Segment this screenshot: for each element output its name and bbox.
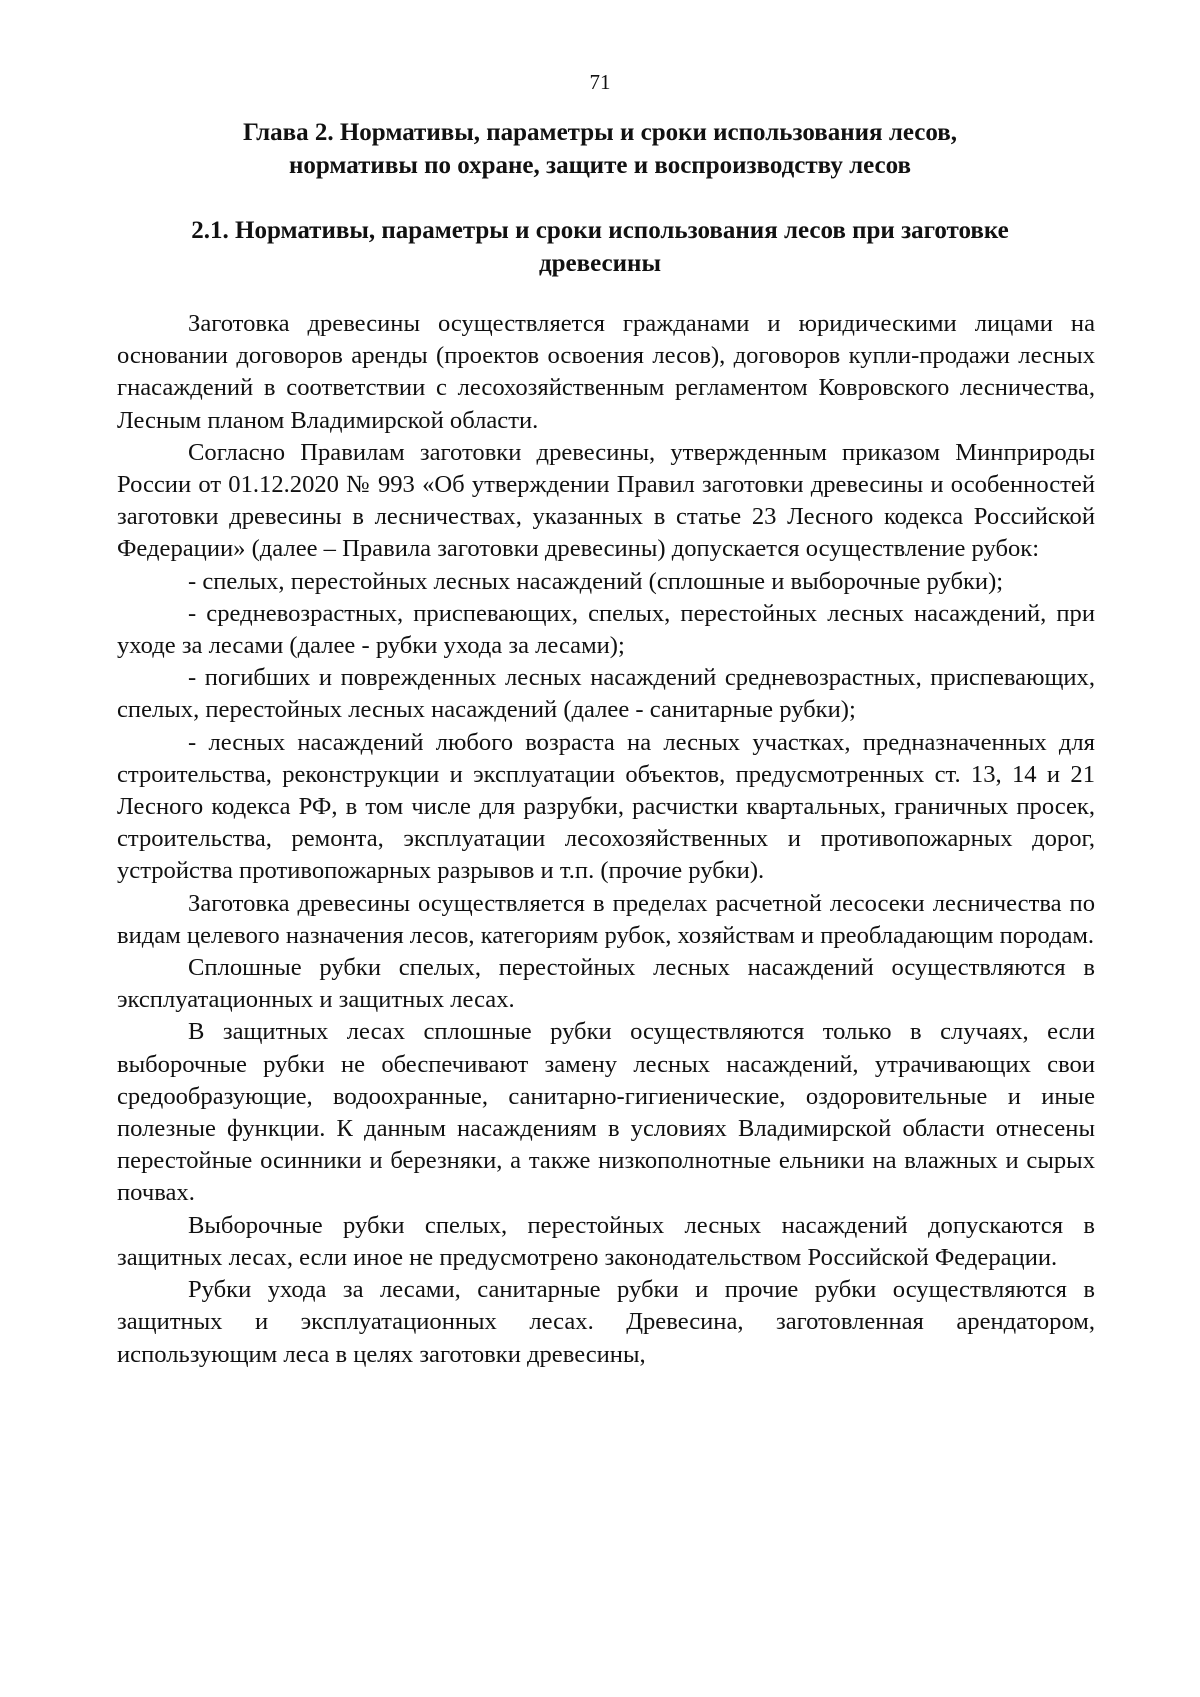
paragraph: Рубки ухода за лесами, санитарные рубки и прочие рубки осуществляются в защитных и эксплуатационных лесах. Древесина, заготовленная арендатором, использующим леса в целях заготовки древесины, — [117, 1276, 1095, 1368]
body-text — [117, 308, 1095, 1371]
chapter-title — [100, 116, 1100, 182]
list-item: - средневозрастных, приспевающих, спелых, перестойных лесных насаждений, при уходе за лесами (далее - рубки ухода за лесами); — [117, 599, 1095, 660]
section-title-line-1: 2.1. Нормативы, параметры и сроки использования лесов при заготовке — [191, 217, 1009, 244]
section-title — [100, 214, 1100, 280]
paragraph: В защитных лесах сплошные рубки осуществляются только в случаях, если выборочные рубки не обеспечивают замену лесных насаждений, утрачивающих свои средообразующие, водоохранные, санитарно-гигиенические, оздоровительные и иные полезные функции. К данным насаждениям в условиях Владимирской области отнесены перестойные осинники и березняки, а также низкополнотные ельники на влажных и сырых почвах. — [117, 1018, 1095, 1207]
paragraph: Заготовка древесины осуществляется в пределах расчетной лесосеки лесничества по видам целевого назначения лесов, категориям рубок, хозяйствам и преобладающим породам. — [117, 889, 1095, 949]
chapter-title-line-2: нормативы по охране, защите и воспроизводству лесов — [289, 152, 911, 179]
chapter-title-line-1: Глава 2. Нормативы, параметры и сроки использования лесов, — [243, 119, 957, 146]
paragraph: Согласно Правилам заготовки древесины, утвержденным приказом Минприроды России от 01.12.2020 № 993 «Об утверждении Правил заготовки древесины и особенностей заготовки древесины в лесничествах, указанных в статье 23 Лесного кодекса Российской Федерации» (далее – Правила заготовки древесины) допускается осуществление рубок: — [117, 438, 1095, 563]
paragraph: Заготовка древесины осуществляется гражданами и юридическими лицами на основании договоров аренды (проектов освоения лесов), договоров купли-продажи лесных гнасаждений в соответствии с лесохозяйственным регламентом Ковровского лесничества, Лесным планом Владимирской области. — [117, 310, 1095, 434]
paragraph: Выборочные рубки спелых, перестойных лесных насаждений допускаются в защитных лесах, если иное не предусмотрено законодательством Российской Федерации. — [117, 1211, 1095, 1271]
page-number: 71 — [589, 70, 611, 94]
paragraph: Сплошные рубки спелых, перестойных лесных насаждений осуществляются в эксплуатационных и защитных лесах. — [117, 954, 1095, 1014]
section-title-line-2: древесины — [539, 250, 661, 277]
list-item: - погибших и поврежденных лесных насаждений средневозрастных, приспевающих, спелых, перестойных лесных насаждений (далее - санитарные рубки); — [117, 664, 1095, 724]
list-item: - спелых, перестойных лесных насаждений (сплошные и выборочные рубки); — [188, 567, 1004, 595]
list-item: - лесных насаждений любого возраста на лесных участках, предназначенных для строительства, реконструкции и эксплуатации объектов, предусмотренных ст. 13, 14 и 21 Лесного кодекса РФ, в том числе для разрубки, расчистки квартальных, граничных просек, строительства, ремонта, эксплуатации лесохозяйственных и противопожарных дорог, устройства противопожарных разрывов и т.п. (прочие рубки). — [117, 728, 1095, 885]
